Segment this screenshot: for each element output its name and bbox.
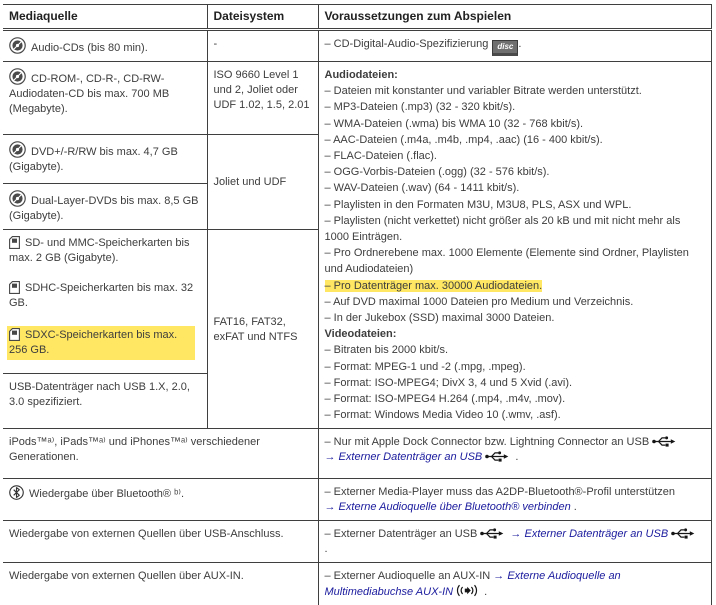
audio-file-item: – In der Jukebox (SSD) maximal 3000 Dateien. bbox=[324, 312, 555, 325]
req-line: – Externer Media-Player muss das A2DP-Bluetooth®-Profil unterstützen bbox=[324, 486, 675, 499]
media-label: SDHC-Speicherkarten bis max. 32 GB. bbox=[9, 282, 194, 310]
aux-in-jack-icon bbox=[456, 584, 478, 597]
audio-file-item: – FLAC-Dateien (.flac). bbox=[324, 150, 437, 163]
cell-media-bluetooth bbox=[3, 479, 318, 521]
video-file-item: – Bitraten bis 2000 kbit/s. bbox=[324, 344, 449, 357]
audio-file-item: – Playlisten in den Formaten M3U, M3U8, PLS, ASX und WPL. bbox=[324, 198, 632, 211]
cell-media-usb: USB-Datenträger nach USB 1.X, 2.0, 3.0 spezifiziert. bbox=[3, 374, 207, 429]
table-row-usb-source bbox=[3, 521, 711, 563]
req-text: – Externer Audioquelle an AUX-IN bbox=[324, 570, 491, 583]
cell-req-audio-cd bbox=[318, 30, 711, 62]
media-label: Audio-CDs (bis 80 min). bbox=[31, 42, 148, 54]
cell-media-cd-rom bbox=[3, 62, 207, 135]
usb-icon bbox=[485, 451, 509, 462]
cell-media-audio-cd bbox=[3, 30, 207, 62]
req-text: – CD-Digital-Audio-Spezifizierung bbox=[324, 38, 489, 50]
usb-icon bbox=[480, 528, 504, 539]
video-file-item: – Format: Windows Media Video 10 (.wmv, .asf). bbox=[324, 409, 561, 422]
media-label: CD-ROM-, CD-R-, CD-RW-Audiodaten-CD bis max. 700 MB (Megabyte). bbox=[9, 73, 170, 115]
header-voraussetzungen: Voraussetzungen zum Abspielen bbox=[318, 5, 711, 30]
cell-media-dual-layer bbox=[3, 184, 207, 230]
table-row-aux-source bbox=[3, 563, 711, 605]
audio-file-item-highlighted bbox=[325, 278, 705, 294]
cd-disc-icon bbox=[9, 141, 26, 158]
video-file-item: – Format: ISO-MPEG4; DivX 3, 4 und 5 Xvid (.avi). bbox=[324, 376, 573, 389]
cell-filesystem-dvd: Joliet und UDF bbox=[207, 135, 318, 230]
cell-media-memory-cards bbox=[3, 230, 207, 374]
table-row-audio-cd bbox=[3, 30, 711, 62]
sd-mmc-entry bbox=[9, 236, 201, 266]
audio-file-item: – WMA-Dateien (.wma) bis WMA 10 (32 - 768 kbit/s). bbox=[324, 117, 584, 130]
cell-req-data-media bbox=[318, 62, 711, 429]
sd-card-icon bbox=[9, 236, 20, 249]
table-row-bluetooth bbox=[3, 479, 711, 521]
media-requirements-table bbox=[3, 4, 712, 605]
audio-files-heading: Audiodateien: bbox=[324, 69, 398, 81]
req-line: – Externer Datenträger an USB → Externer Datenträger an USB bbox=[325, 527, 705, 542]
cd-disc-icon bbox=[9, 190, 26, 207]
media-label: SD- und MMC-Speicherkarten bis max. 2 GB (Gigabyte). bbox=[9, 237, 190, 265]
cell-media-usb-source: Wiedergabe von externen Quellen über USB-Anschluss. bbox=[3, 521, 318, 563]
media-label: DVD+/-R/RW bis max. 4,7 GB (Gigabyte). bbox=[9, 146, 178, 173]
media-label: SDXC-Speicherkarten bis max. 256 GB. bbox=[9, 329, 178, 357]
video-file-item: – Format: ISO-MPEG4 H.264 (.mp4, .m4v, .mov). bbox=[324, 393, 566, 406]
req-period: . bbox=[518, 38, 522, 50]
cell-media-aux-source: Wiedergabe von externen Quellen über AUX-IN. bbox=[3, 563, 318, 605]
cd-disc-icon bbox=[9, 37, 26, 54]
sdxc-entry-highlighted bbox=[7, 326, 195, 360]
link-audioquelle-aux-in[interactable]: → Externe Audioquelle an Multimediabuchse AUX-IN bbox=[324, 570, 621, 599]
usb-icon bbox=[671, 528, 695, 539]
req-link-line: → Externer Datenträger an USB . bbox=[324, 451, 519, 464]
media-label: Wiedergabe über Bluetooth® ᵇ⁾. bbox=[29, 488, 184, 501]
sdhc-entry bbox=[9, 281, 201, 311]
audio-file-item: – Pro Ordnerebene max. 1000 Elemente (Elemente sind Ordner, Playlisten und Audiodateien) bbox=[324, 247, 689, 276]
table-row-cd-rom bbox=[3, 62, 711, 135]
cell-req-aux-source bbox=[318, 563, 711, 605]
sd-card-icon bbox=[9, 281, 20, 294]
cd-digital-audio-logo-icon: disc bbox=[492, 40, 518, 56]
sd-card-icon bbox=[9, 328, 20, 341]
audio-file-item: – Auf DVD maximal 1000 Dateien pro Medium und Verzeichnis. bbox=[324, 295, 634, 308]
cell-media-ipods: iPods™ᵃ⁾, iPads™ᵃ⁾ und iPhones™ᵃ⁾ verschiedener Generationen. bbox=[3, 429, 318, 479]
req-link-line: → Externe Audioquelle über Bluetooth® verbinden . bbox=[324, 501, 577, 514]
audio-file-item: – WAV-Dateien (.wav) (64 - 1411 kbit/s). bbox=[324, 182, 520, 195]
req-period-line: . bbox=[324, 543, 328, 556]
link-audioquelle-bluetooth[interactable]: → Externe Audioquelle über Bluetooth® verbinden bbox=[324, 501, 571, 514]
audio-file-item: – Playlisten (nicht verkettet) nicht größer als 20 kB und mit nicht mehr als 1000 Einträgen. bbox=[324, 214, 681, 244]
cd-disc-icon bbox=[9, 68, 26, 85]
link-externer-datentraeger-usb[interactable]: → Externer Datenträger an USB bbox=[510, 528, 669, 541]
video-file-item: – Format: MPEG-1 und -2 (.mpg, .mpeg). bbox=[324, 360, 526, 373]
audio-file-item: – MP3-Dateien (.mp3) (32 - 320 kbit/s). bbox=[324, 101, 516, 114]
audio-file-item: – Dateien mit konstanter und variabler Bitrate werden unterstützt. bbox=[324, 85, 642, 98]
req-line: – Nur mit Apple Dock Connector bzw. Lightning Connector an USB bbox=[325, 435, 705, 450]
cell-filesystem-cd-rom: ISO 9660 Level 1 und 2, Joliet oder UDF 1.02, 1.5, 2.01 bbox=[207, 62, 318, 135]
video-files-heading: Videodateien: bbox=[324, 328, 397, 341]
cell-filesystem-audio-cd: - bbox=[207, 30, 318, 62]
table-row-ipods bbox=[3, 429, 711, 479]
req-period: . bbox=[484, 586, 488, 599]
audio-file-item: – AAC-Dateien (.m4a, .m4b, .mp4, .aac) (16 - 400 kbit/s). bbox=[324, 133, 603, 146]
cell-media-dvd bbox=[3, 135, 207, 184]
usb-icon bbox=[652, 436, 676, 447]
cell-req-usb-source bbox=[318, 521, 711, 563]
header-mediaquelle: Mediaquelle bbox=[3, 5, 207, 30]
audio-file-item: – OGG-Vorbis-Dateien (.ogg) (32 - 576 kbit/s). bbox=[324, 166, 550, 179]
cell-filesystem-cards: FAT16, FAT32, exFAT und NTFS bbox=[207, 230, 318, 429]
bluetooth-icon bbox=[9, 485, 24, 500]
media-label: Dual-Layer-DVDs bis max. 8,5 GB (Gigabyte). bbox=[9, 195, 199, 223]
highlight-30000-audiodateien: – Pro Datenträger max. 30000 Audiodateien. bbox=[324, 279, 543, 292]
cell-req-ipods bbox=[318, 429, 711, 479]
cell-req-bluetooth bbox=[318, 479, 711, 521]
header-dateisystem: Dateisystem bbox=[207, 5, 318, 30]
link-externer-datentraeger-usb[interactable]: → Externer Datenträger an USB bbox=[324, 451, 483, 464]
header-row bbox=[3, 5, 711, 30]
